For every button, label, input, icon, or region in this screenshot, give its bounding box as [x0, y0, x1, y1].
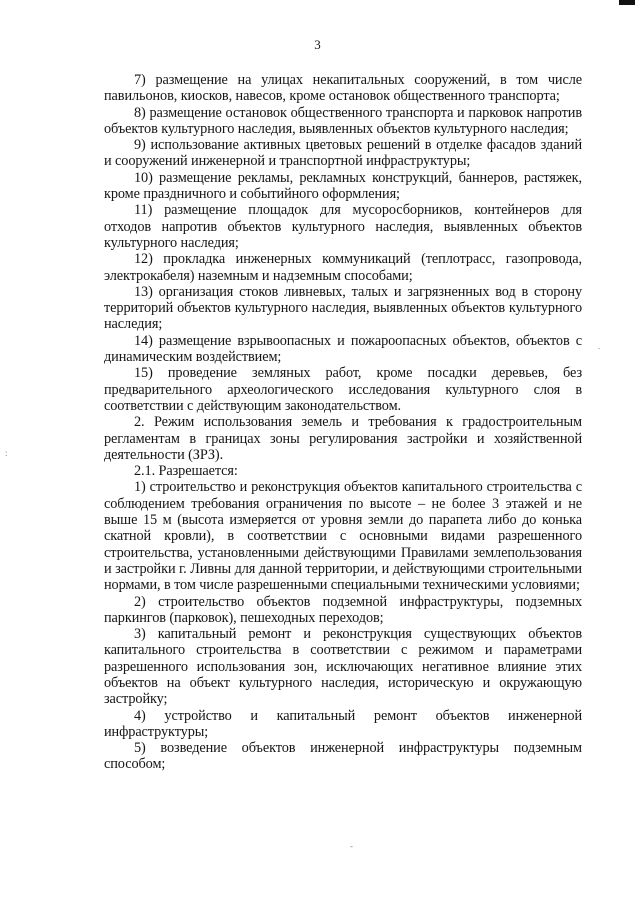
paragraph-item-13: 13) организация стоков ливневых, талых и загрязненных вод в сторону территорий объектов культурного наследия, выявленных объектов культурного наследия; [104, 283, 582, 333]
paragraph-item-15: 15) проведение земляных работ, кроме посадки деревьев, без предварительного археологического исследования культурного слоя в соответствии с действующим законодательством. [104, 365, 582, 414]
paragraph-item-8: 8) размещение остановок общественного транспорта и парковок напротив объектов культурного наследия, выявленных объектов культурного наследия; [104, 104, 582, 137]
scan-speck: - [350, 841, 353, 851]
scan-speck: . [598, 341, 601, 351]
paragraph-item-12: 12) прокладка инженерных коммуникаций (теплотрасс, газопровода, электрокабеля) наземным и надземным способами; [104, 251, 582, 284]
scan-speck: : [5, 448, 8, 458]
paragraph-item-14: 14) размещение взрывоопасных и пожароопасных объектов, объектов с динамическим воздействием; [104, 332, 582, 366]
document-body [104, 72, 582, 773]
allowed-item-3: 3) капитальный ремонт и реконструкция существующих объектов капитального строительства в соответствии с режимом и параметрами разрешенного использования зон, исключающих негативное влияние этих объектов на объект культурного наследия, историческую и окружающую застройку; [104, 626, 582, 708]
paragraph-item-11: 11) размещение площадок для мусоросборников, контейнеров для отходов напротив объектов культурного наследия, выявленных объектов культурного наследия; [104, 202, 582, 251]
paragraph-item-9: 9) использование активных цветовых решений в отделке фасадов зданий и сооружений инженерной и транспортной инфраструктуры; [104, 137, 582, 170]
section-heading-2: 2. Режим использования земель и требования к градостроительным регламентам в границах зоны регулирования застройки и хозяйственной деятельности (ЗРЗ). [104, 414, 582, 463]
paragraph-item-10: 10) размещение рекламы, рекламных конструкций, баннеров, растяжек, кроме праздничного и событийного оформления; [104, 169, 582, 203]
allowed-item-4: 4) устройство и капитальный ремонт объектов инженерной инфраструктуры; [104, 707, 582, 740]
corner-scan-mark [619, 0, 635, 5]
allowed-item-1: 1) строительство и реконструкция объектов капитального строительства с соблюдением требования ограничения по высоте – не более 3 этажей и не выше 15 м (высота измеряется от уровня земли до парапета либо до конька скатной кровли), в соответствии с основными видами разрешенного строительства, установленными действующими Правилами землепользования и застройки г. Ливны для данной территории, и действующими строительными нормами, в том числе разрешенными специальными техническими условиями; [104, 479, 582, 594]
subsection-heading-2-1: 2.1. Разрешается: [134, 463, 238, 480]
allowed-item-5: 5) возведение объектов инженерной инфраструктуры подземным способом; [104, 740, 582, 773]
allowed-item-2: 2) строительство объектов подземной инфраструктуры, подземных паркингов (парковок), пешеходных переходов; [104, 593, 582, 626]
page-number: 3 [314, 37, 321, 52]
paragraph-item-7: 7) размещение на улицах некапитальных сооружений, в том числе павильонов, киосков, навесов, кроме остановок общественного транспорта; [104, 72, 582, 105]
